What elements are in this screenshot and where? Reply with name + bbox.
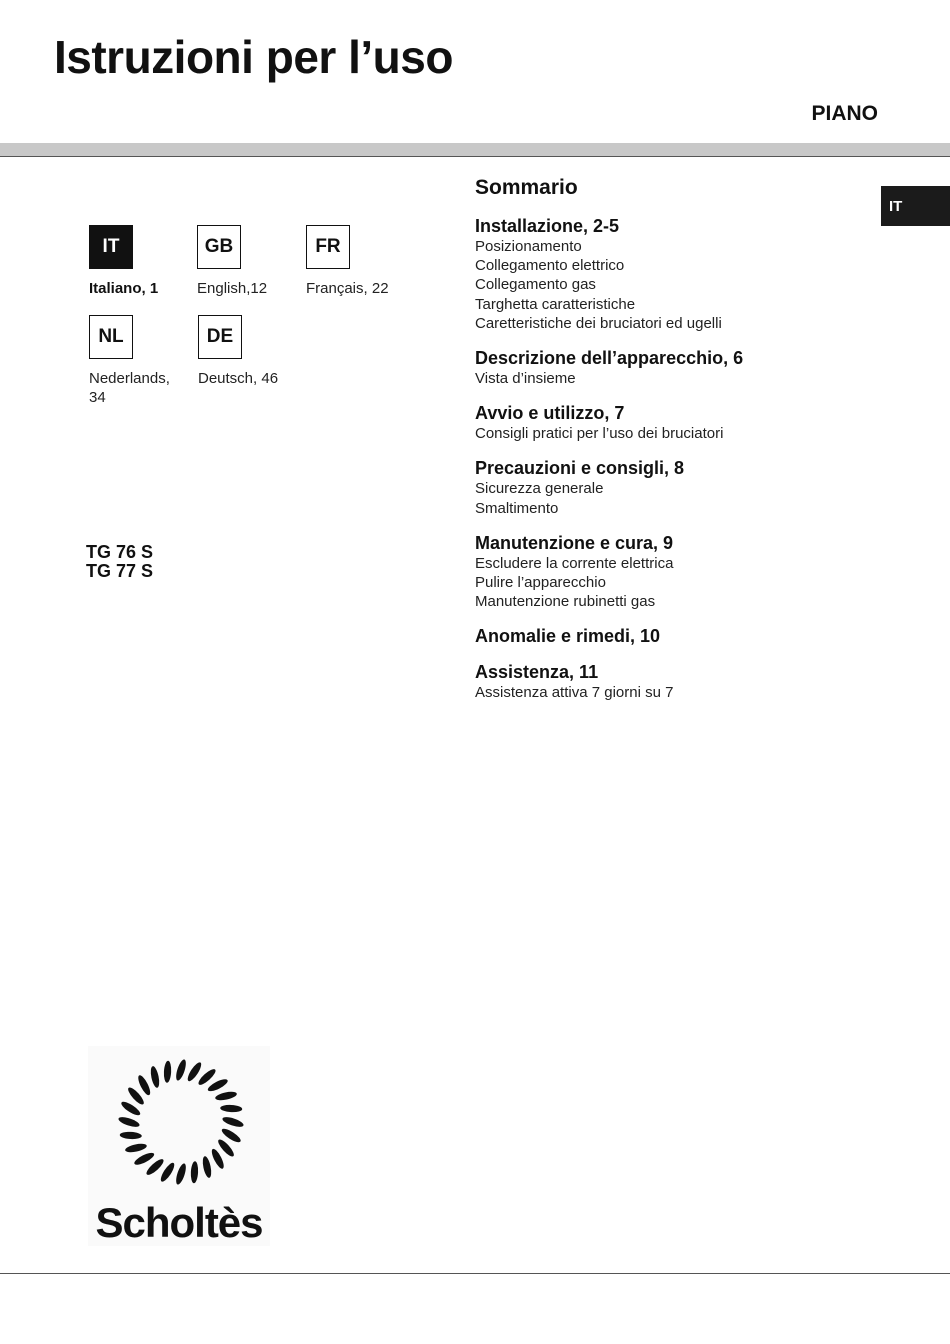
toc-section-title[interactable]: Manutenzione e cura, 9 — [475, 532, 674, 553]
product-type: PIANO — [811, 102, 878, 125]
toc-item[interactable]: Manutenzione rubinetti gas — [475, 593, 656, 611]
toc-section-title[interactable]: Assistenza, 11 — [475, 662, 599, 683]
header-divider — [0, 156, 950, 157]
language-option-nl[interactable] — [89, 315, 181, 407]
language-option-gb[interactable] — [197, 225, 297, 298]
toc-item[interactable]: Targhetta caratteristiche — [475, 295, 636, 313]
toc-item[interactable]: Posizionamento — [475, 238, 582, 255]
header-band — [0, 143, 950, 156]
toc-item[interactable]: Consigli pratici per l’uso dei bruciatori — [475, 425, 724, 443]
page-title: Istruzioni per l’uso — [54, 31, 453, 83]
toc-item[interactable]: Smaltimento — [475, 499, 559, 517]
model-name: TG 76 S — [86, 542, 154, 562]
language-label: Deutsch, 46 — [198, 370, 279, 387]
language-code-box: GB — [197, 225, 241, 269]
language-tab-it[interactable]: IT — [881, 186, 950, 226]
toc-section — [475, 216, 875, 333]
toc-section — [475, 458, 875, 517]
toc-section — [475, 403, 875, 443]
language-code-box: FR — [306, 225, 350, 269]
toc-item[interactable]: Caretteristiche dei bruciatori ed ugelli — [475, 314, 722, 332]
toc-section-title[interactable]: Precauzioni e consigli, 8 — [475, 458, 685, 479]
language-label: Nederlands, 34 — [89, 370, 170, 406]
toc-item[interactable]: Collegamento elettrico — [475, 257, 625, 275]
toc-heading: Sommario — [475, 176, 578, 199]
toc-item[interactable]: Pulire l’apparecchio — [475, 574, 606, 592]
language-code-box: NL — [89, 315, 133, 359]
model-name: TG 77 S — [86, 561, 154, 581]
language-code-box: IT — [89, 225, 133, 269]
toc-item[interactable]: Assistenza attiva 7 giorni su 7 — [475, 684, 674, 702]
toc-section — [475, 348, 875, 388]
toc-section — [475, 662, 875, 702]
language-code-box: DE — [198, 315, 242, 359]
toc-item[interactable]: Sicurezza generale — [475, 480, 604, 498]
toc-item[interactable]: Vista d’insieme — [475, 370, 576, 388]
brand-logotype: Scholtès — [95, 1199, 263, 1246]
language-option-de[interactable] — [198, 315, 298, 388]
toc-section — [475, 533, 875, 612]
language-label: Italiano, 1 — [89, 280, 159, 297]
sun-logo-icon — [88, 1046, 270, 1246]
toc-section-title[interactable]: Installazione, 2-5 — [475, 216, 620, 236]
footer-divider — [0, 1273, 950, 1274]
toc-section — [475, 626, 875, 647]
model-list — [86, 543, 153, 581]
toc-section-title[interactable]: Avvio e utilizzo, 7 — [475, 403, 625, 424]
toc-section-title[interactable]: Anomalie e rimedi, 10 — [475, 626, 661, 647]
table-of-contents — [475, 176, 875, 718]
language-option-fr[interactable] — [306, 225, 406, 298]
toc-item[interactable]: Collegamento gas — [475, 276, 596, 294]
language-label: Français, 22 — [306, 280, 389, 297]
toc-section-title[interactable]: Descrizione dell’apparecchio, 6 — [475, 348, 744, 369]
toc-item[interactable]: Escludere la corrente elettrica — [475, 554, 674, 572]
language-option-it[interactable] — [89, 225, 189, 298]
language-label: English,12 — [197, 280, 268, 297]
